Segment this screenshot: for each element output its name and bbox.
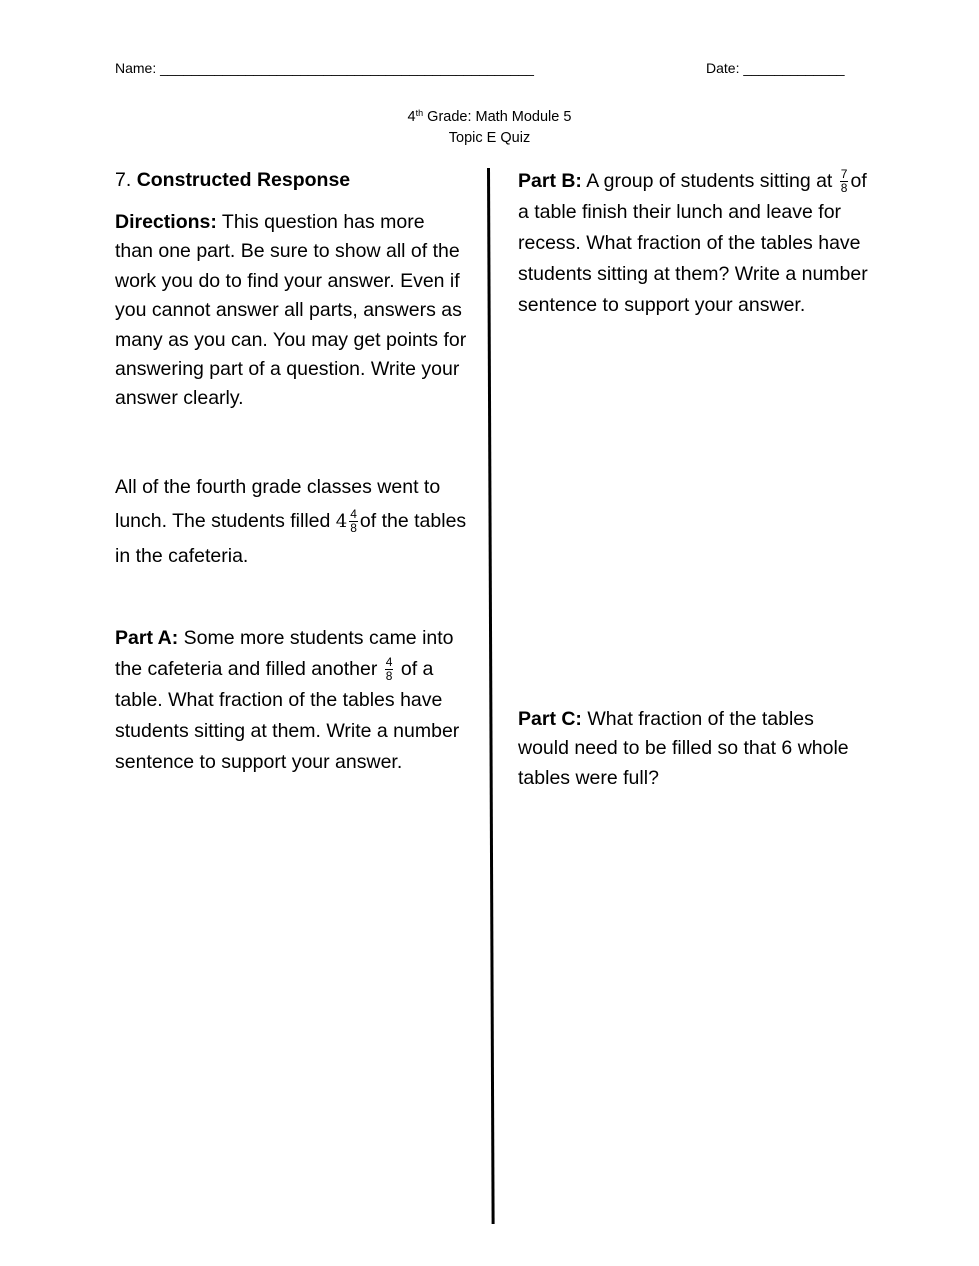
- part-b-label: Part B:: [518, 170, 582, 192]
- part-a: Part A: Some more students came into the cafeteria and filled another $\frac{4}{8}$ of a table. What fraction of the tables have students sitting at them. Write a number sentence to support your answer.: [115, 627, 460, 773]
- date-blank: _____________: [743, 60, 845, 76]
- date-label: Date:: [706, 60, 740, 76]
- part-b-fraction: $\frac{7}{8}$: [840, 167, 848, 196]
- question-type: Constructed Response: [136, 169, 351, 191]
- title-line-1: 4th Grade: Math Module 5: [407, 108, 572, 125]
- question-heading: [115, 166, 467, 195]
- mixed-number-whole: 4: [335, 511, 348, 532]
- directions-text: This question has more than one part. Be sure to show all of the work you do to find your answer. Even if you cannot answer all parts, answers as many as you can. You may get points for answering part of a question. Write your answer clearly.: [115, 211, 467, 410]
- intro-paragraph: All of the fourth grade classes went to lunch. The students filled 4 $\frac{4}{8}$ of the tables in the cafeteria.: [115, 476, 467, 567]
- name-blank: ________________________________________________: [160, 60, 534, 76]
- part-b: Part B: A group of students sitting at $\frac{7}{8}$ of a table finish their lunch and leave for recess. What fraction of the tables have students sitting at them? Write a number sentence to support your answer.: [518, 167, 868, 316]
- name-label: Name:: [115, 60, 157, 76]
- part-a-fraction: $\frac{4}{8}$: [385, 655, 393, 684]
- directions: [115, 208, 467, 414]
- part-c-label: Part C:: [518, 708, 582, 730]
- column-divider: [487, 168, 495, 1224]
- part-a-label: Part A:: [115, 627, 179, 649]
- intro-fraction: $\frac{4}{8}$: [350, 507, 357, 536]
- directions-label: Directions:: [115, 211, 217, 233]
- question-number: 7.: [115, 169, 132, 191]
- name-field: [115, 60, 534, 76]
- quiz-title: [0, 103, 979, 149]
- date-field: [706, 60, 845, 76]
- part-c: Part C: What fraction of the tables would need to be filled so that 6 whole tables were full?: [518, 708, 849, 789]
- title-line-2: Topic E Quiz: [448, 130, 531, 146]
